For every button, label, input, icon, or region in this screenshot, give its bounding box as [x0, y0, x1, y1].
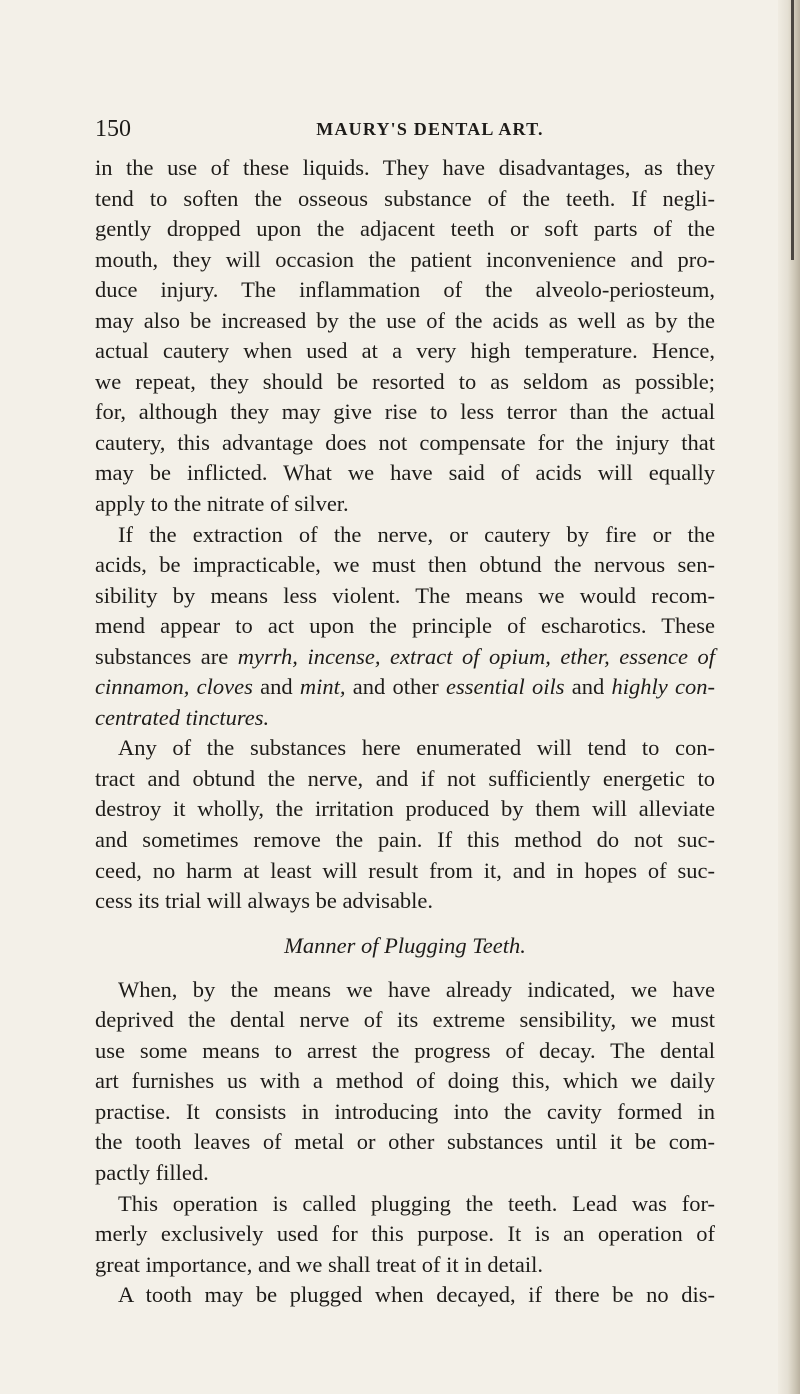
- text-line: deprived the dental nerve of its extreme sensibility, we must: [95, 1007, 715, 1033]
- italic-span: cinnamon, cloves: [95, 674, 253, 700]
- paragraph-5: [95, 1189, 715, 1281]
- text-line: mouth, they will occasion the patient inconvenience and pro-: [95, 246, 715, 272]
- text-line: gently dropped upon the adjacent teeth or soft parts of the: [95, 216, 715, 242]
- text-span: substances are: [95, 643, 238, 669]
- text-line: duce injury. The inflammation of the alveolo-periosteum,: [95, 277, 715, 303]
- text-line: for, although they may give rise to less terror than the actual: [95, 399, 715, 425]
- section-heading: Manner of Plugging Teeth.: [284, 932, 526, 958]
- text-span: and: [252, 674, 300, 700]
- text-line: may be inflicted. What we have said of acids will equally: [95, 460, 715, 486]
- text-line: and sometimes remove the pain. If this method do not suc-: [95, 827, 715, 853]
- paragraph-3: [95, 733, 715, 916]
- italic-span: mint,: [299, 674, 346, 700]
- text-span: and: [564, 674, 612, 700]
- binding-edge-line: [791, 0, 794, 260]
- text-line: [95, 642, 715, 673]
- text-line: great importance, and we shall treat of it in detail.: [95, 1251, 543, 1277]
- text-line: the tooth leaves of metal or other substances until it be com-: [95, 1129, 715, 1155]
- running-title: MAURY'S DENTAL ART.: [316, 119, 544, 139]
- text-line: Any of the substances here enumerated will tend to con-: [118, 735, 715, 761]
- paragraph-1: [95, 153, 715, 520]
- text-span: and other: [345, 674, 446, 700]
- paragraph-6: [95, 1280, 715, 1311]
- paragraph-2: [95, 520, 715, 734]
- text-line: pactly filled.: [95, 1159, 209, 1185]
- text-line: A tooth may be plugged when decayed, if there be no dis-: [118, 1282, 715, 1308]
- paragraph-4: [95, 975, 715, 1189]
- text-line: may also be increased by the use of the acids as well as by the: [95, 307, 715, 333]
- text-line: When, by the means we have already indicated, we have: [118, 976, 715, 1002]
- text-line: destroy it wholly, the irritation produced by them will alleviate: [95, 796, 715, 822]
- text-line: practise. It consists in introducing into the cavity formed in: [95, 1098, 715, 1124]
- page-body: [95, 153, 715, 1311]
- text-line: sibility by means less violent. The means we would recom-: [95, 582, 715, 608]
- page-number: 150: [95, 116, 131, 142]
- text-line: merly exclusively used for this purpose. It is an operation of: [95, 1221, 715, 1247]
- text-line: use some means to arrest the progress of decay. The dental: [95, 1037, 715, 1063]
- italic-span: highly con-: [611, 674, 716, 700]
- text-line: tend to soften the osseous substance of the teeth. If negli-: [95, 185, 715, 211]
- text-line: cess its trial will always be advisable.: [95, 888, 434, 914]
- italic-span: centrated tinctures.: [95, 704, 270, 730]
- text-line: actual cautery when used at a very high temperature. Hence,: [95, 338, 715, 364]
- text-line: [95, 703, 715, 734]
- text-line: [95, 672, 715, 703]
- text-line: apply to the nitrate of silver.: [95, 491, 349, 517]
- text-line: in the use of these liquids. They have disadvantages, as they: [95, 155, 715, 180]
- text-line: we repeat, they should be resorted to as seldom as possible;: [95, 368, 715, 394]
- text-line: mend appear to act upon the principle of escharotics. These: [95, 613, 715, 639]
- text-line: This operation is called plugging the teeth. Lead was for-: [118, 1190, 715, 1216]
- text-line: ceed, no harm at least will result from it, and in hopes of suc-: [95, 857, 715, 883]
- italic-span: essential oils: [446, 674, 565, 700]
- text-line: art furnishes us with a method of doing this, which we daily: [95, 1068, 715, 1094]
- page-edge-shadow: [778, 0, 800, 1394]
- text-line: If the extraction of the nerve, or cautery by fire or the: [118, 521, 715, 547]
- running-head: [95, 116, 715, 142]
- italic-span: myrrh, incense, extract of opium, ether, essence of: [237, 643, 715, 669]
- text-line: tract and obtund the nerve, and if not sufficiently energetic to: [95, 765, 715, 791]
- text-line: cautery, this advantage does not compensate for the injury that: [95, 429, 715, 455]
- text-line: acids, be impracticable, we must then obtund the nervous sen-: [95, 552, 715, 578]
